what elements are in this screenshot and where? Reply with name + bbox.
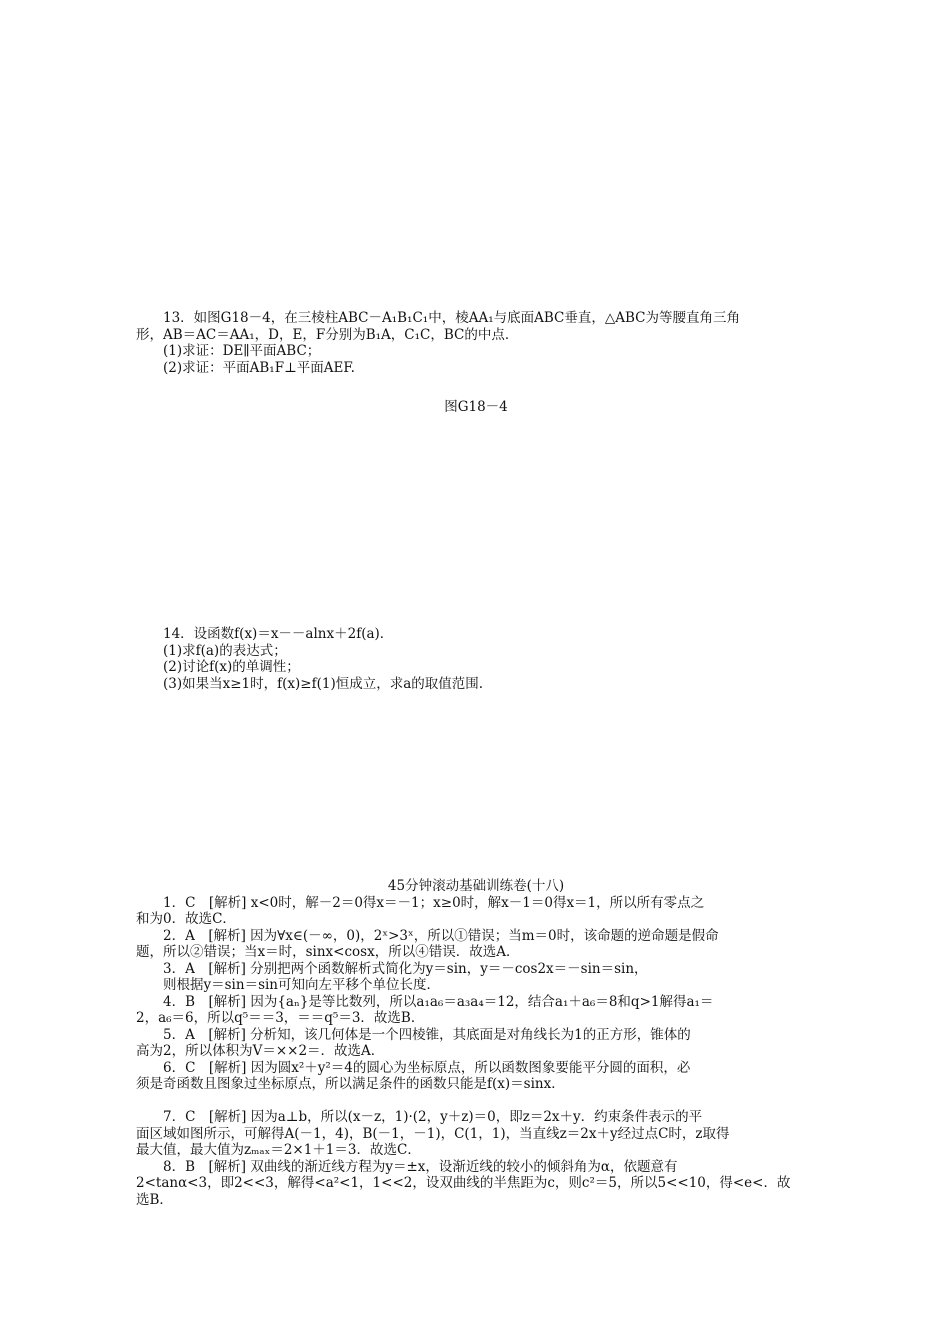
question-13 [136, 310, 816, 376]
answer-line: 3．A [解析] 分别把两个函数解析式简化为y＝sin，y＝－cos2x＝－sin＝sin， [136, 960, 648, 977]
q14-line: (2)讨论f(x)的单调性； [136, 659, 300, 675]
answers-section [136, 878, 816, 1208]
answer-line: 4．B [解析] 因为{aₙ}是等比数列，所以a₁a₆＝a₃a₄＝12，结合a₁＋a₆＝8和q>1解得a₁＝ [136, 993, 714, 1010]
q13-line: (2)求证：平面AB₁F⊥平面AEF. [136, 359, 355, 376]
answer-line: 最大值，最大值为zₘₐₓ＝2×1＋1＝3．故选C． [136, 1142, 421, 1158]
answer-line: 2，a₆＝6，所以q⁵＝＝3，＝＝q⁵＝3．故选B． [136, 1010, 425, 1026]
answer-blank-line [136, 1093, 816, 1110]
answer-line: 1．C [解析] x<0时，解－2＝0得x＝－1；x≥0时，解x－1＝0得x＝1，所以所有零点之 [136, 894, 705, 911]
answer-line: 2．A [解析] 因为∀x∈(－∞，0)，2ˣ>3ˣ，所以①错误；当m＝0时，该命题的逆命题是假命 [136, 927, 719, 944]
q14-line: (1)求f(a)的表达式； [136, 642, 287, 659]
answer-line: 5．A [解析] 分析知，该几何体是一个四棱锥，其底面是对角线长为1的正方形，锥体的 [136, 1026, 691, 1043]
answer-line: 高为2，所以体积为V＝××2＝．故选A． [136, 1043, 385, 1059]
q13-line: 形，AB＝AC＝AA₁，D，E，F分别为B₁A，C₁C，BC的中点． [136, 326, 519, 343]
answer-line: 则根据y＝sin＝sin可知向左平移个单位长度． [136, 977, 441, 993]
answer-line: 面区域如图所示，可解得A(－1，4)，B(－1，－1)，C(1，1)，当直线z＝2x＋y经过点C时，z取得 [136, 1125, 730, 1142]
answer-line: 2<tanα<3，即2<<3，解得<a²<1，1<<2，设双曲线的半焦距为c，则c²＝5，所以5<<10，得<e<．故 [136, 1175, 791, 1191]
q14-line: (3)如果当x≥1时，f(x)≥f(1)恒成立，求a的取值范围. [136, 675, 484, 692]
q13-line: 13．如图G18－4，在三棱柱ABC－A₁B₁C₁中，棱AA₁与底面ABC垂直，△ABC为等腰直角三角 [136, 310, 741, 326]
answers-title: 45分钟滚动基础训练卷(十八) [387, 878, 565, 894]
figure-caption: 图G18－4 [444, 399, 508, 415]
answer-line: 题，所以②错误；当x＝时，sinx<cosx，所以④错误．故选A． [136, 944, 520, 960]
answer-line: 和为0．故选C． [136, 911, 236, 927]
answer-line: 6．C [解析] 因为圆x²＋y²＝4的圆心为坐标原点，所以函数图象要能平分圆的面积，必 [136, 1059, 691, 1076]
answer-line: 选B． [136, 1191, 173, 1208]
q13-line: (1)求证：DE∥平面ABC； [136, 343, 321, 359]
answer-line: 8．B [解析] 双曲线的渐近线方程为y＝±x，设渐近线的较小的倾斜角为α，依题意有 [136, 1158, 678, 1175]
answer-line: 须是奇函数且图象过坐标原点，所以满足条件的函数只能是f(x)＝sinx． [136, 1076, 565, 1092]
answer-line: 7．C [解析] 因为a⊥b，所以(x－z，1)·(2，y＋z)＝0，即z＝2x＋y．约束条件表示的平 [136, 1109, 703, 1125]
q14-line: 14．设函数f(x)＝x－－alnx＋2f(a)． [136, 626, 394, 642]
question-14 [136, 626, 816, 692]
